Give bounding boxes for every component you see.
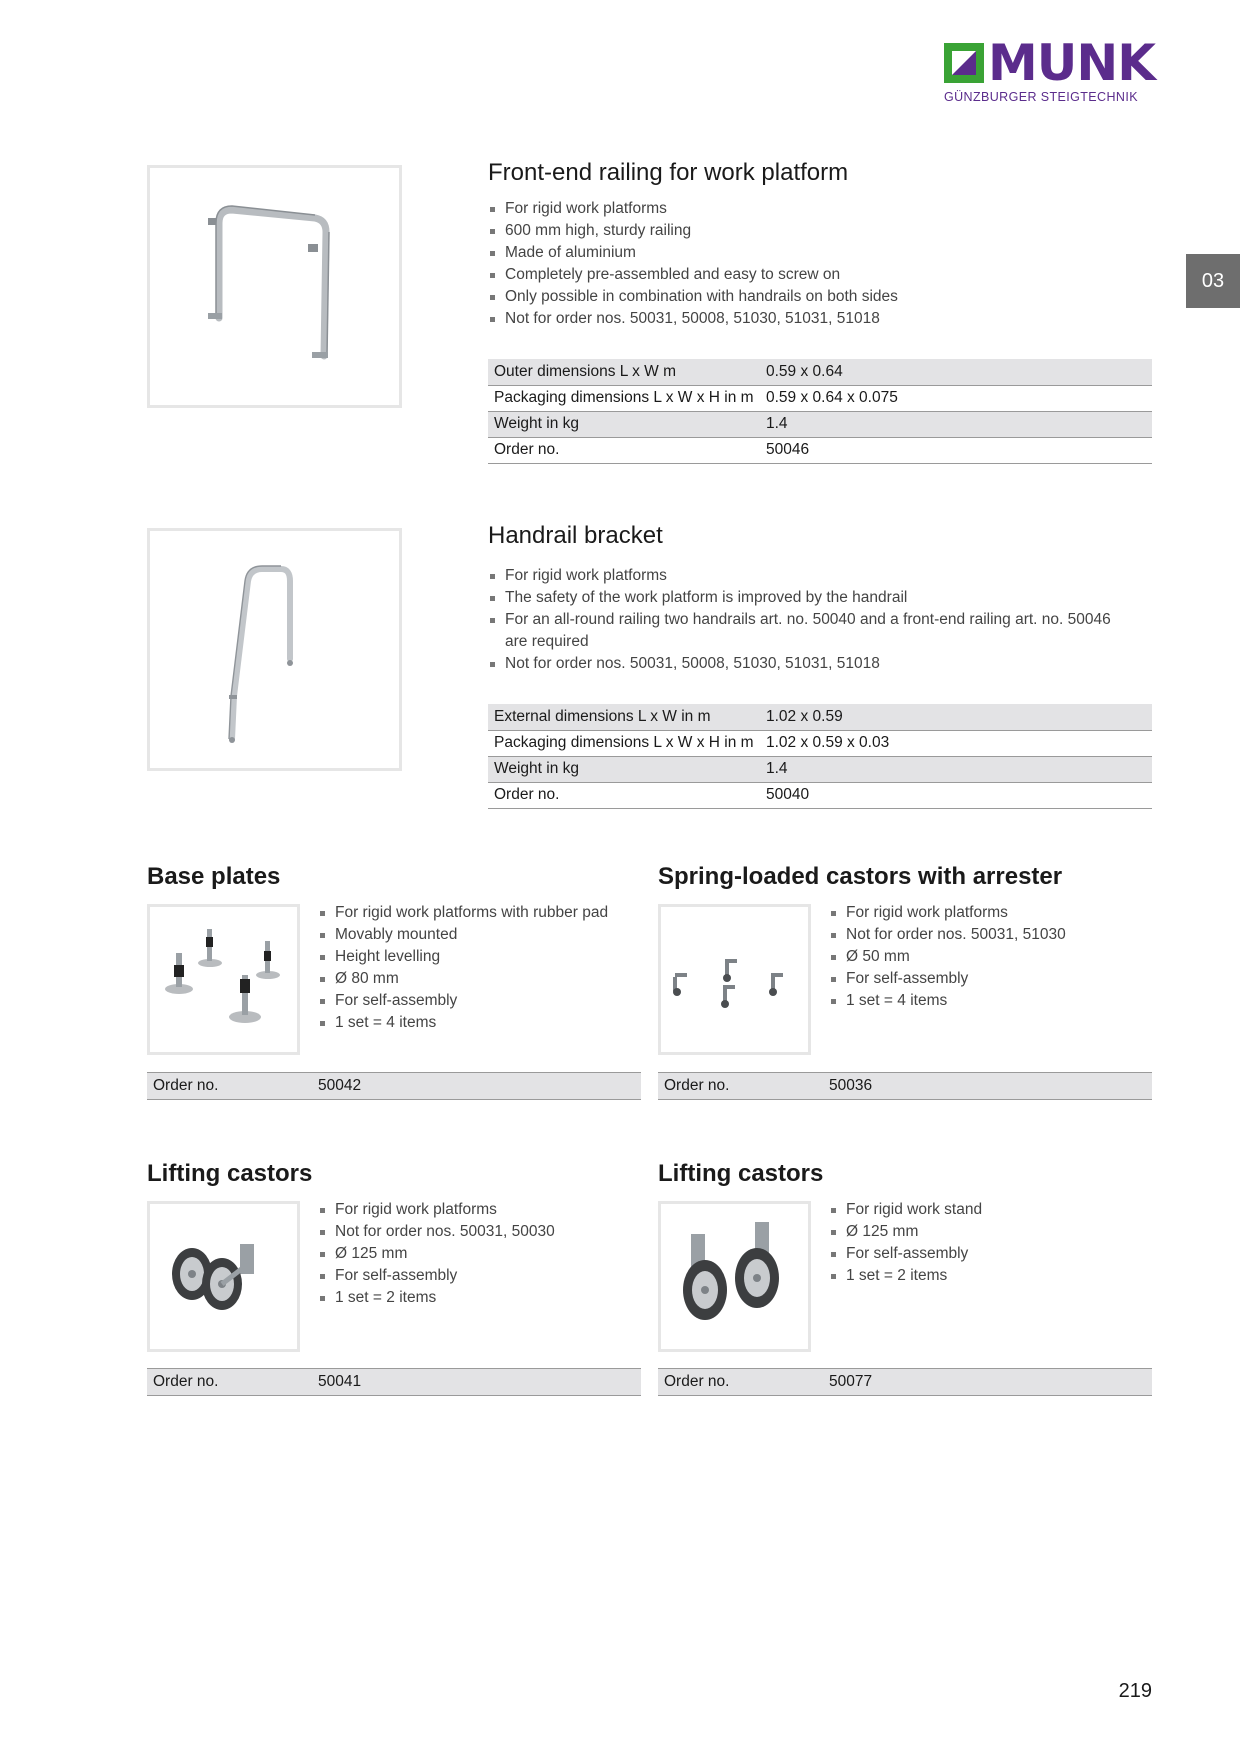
order-label: Order no. xyxy=(153,1077,219,1094)
list-item: Height levelling xyxy=(318,946,638,968)
page-number: 219 xyxy=(1118,1680,1152,1702)
list-item: For self-assembly xyxy=(829,968,1149,990)
front-railing-spec-table xyxy=(488,359,1152,464)
table-row xyxy=(488,704,1152,730)
table-row xyxy=(488,359,1152,385)
product-title-spring-castors: Spring-loaded castors with arrester xyxy=(658,863,1063,890)
logo-wordmark: MUNK xyxy=(988,34,1155,92)
spec-label: Weight in kg xyxy=(488,756,760,782)
list-item: Only possible in combination with handrails on both sides xyxy=(488,286,1168,308)
list-item: 600 mm high, sturdy railing xyxy=(488,220,1168,242)
list-item: Made of aluminium xyxy=(488,242,1168,264)
order-label: Order no. xyxy=(153,1373,219,1390)
list-item: Ø 80 mm xyxy=(318,968,638,990)
brand-logo xyxy=(944,34,1155,108)
table-row xyxy=(488,437,1152,463)
logo-mark-icon xyxy=(944,43,984,83)
lifting-castors-1-image xyxy=(147,1201,300,1352)
handrail-bracket-features xyxy=(488,565,1128,675)
list-item: For rigid work platforms xyxy=(829,902,1149,924)
list-item: For self-assembly xyxy=(318,1265,638,1287)
spec-label: External dimensions L x W in m xyxy=(488,704,760,730)
order-label: Order no. xyxy=(664,1373,730,1390)
chapter-tab[interactable]: 03 xyxy=(1186,254,1240,308)
list-item: For rigid work stand xyxy=(829,1199,1149,1221)
spec-value: 50040 xyxy=(760,782,1152,808)
spec-value: 1.02 x 0.59 xyxy=(760,704,1152,730)
table-row xyxy=(488,411,1152,437)
list-item: Movably mounted xyxy=(318,924,638,946)
list-item: For rigid work platforms with rubber pad xyxy=(318,902,638,924)
spec-label: Weight in kg xyxy=(488,411,760,437)
product-title-base-plates: Base plates xyxy=(147,863,281,890)
lifting-castors-2-order-row xyxy=(658,1368,1152,1396)
list-item: Not for order nos. 50031, 51030 xyxy=(829,924,1149,946)
lifting-castors-2-features xyxy=(829,1199,1149,1287)
logo-subtitle: GÜNZBURGER STEIGTECHNIK xyxy=(944,90,1138,104)
table-row xyxy=(488,385,1152,411)
order-number: 50041 xyxy=(318,1373,362,1390)
order-number: 50036 xyxy=(829,1077,873,1094)
list-item: Ø 125 mm xyxy=(829,1221,1149,1243)
list-item: 1 set = 2 items xyxy=(829,1265,1149,1287)
spec-value: 1.4 xyxy=(760,756,1152,782)
list-item: For self-assembly xyxy=(318,990,638,1012)
spec-value: 1.4 xyxy=(760,411,1152,437)
spec-label: Order no. xyxy=(488,782,760,808)
order-number: 50077 xyxy=(829,1373,873,1390)
list-item: For rigid work platforms xyxy=(488,198,1168,220)
spec-value: 1.02 x 0.59 x 0.03 xyxy=(760,730,1152,756)
handrail-bracket-image xyxy=(147,528,402,771)
spring-castors-image xyxy=(658,904,811,1055)
product-title-lifting-castors-1: Lifting castors xyxy=(147,1160,313,1187)
spec-value: 50046 xyxy=(760,437,1152,463)
order-number: 50042 xyxy=(318,1077,362,1094)
list-item: For rigid work platforms xyxy=(488,565,1128,587)
base-plates-features xyxy=(318,902,638,1034)
order-label: Order no. xyxy=(664,1077,730,1094)
front-railing-features xyxy=(488,198,1168,330)
spec-value: 0.59 x 0.64 xyxy=(760,359,1152,385)
lifting-castors-1-features xyxy=(318,1199,638,1309)
list-item: 1 set = 4 items xyxy=(829,990,1149,1012)
product-title-lifting-castors-2: Lifting castors xyxy=(658,1160,824,1187)
list-item: Ø 50 mm xyxy=(829,946,1149,968)
list-item: 1 set = 2 items xyxy=(318,1287,638,1309)
product-title-front-railing: Front-end railing for work platform xyxy=(488,159,849,186)
list-item: For rigid work platforms xyxy=(318,1199,638,1221)
spec-label: Packaging dimensions L x W x H in m xyxy=(488,730,760,756)
list-item: Not for order nos. 50031, 50008, 51030, 51031, 51018 xyxy=(488,308,1168,330)
lifting-castors-2-image xyxy=(658,1201,811,1352)
base-plates-order-row xyxy=(147,1072,641,1100)
handrail-bracket-spec-table xyxy=(488,704,1152,809)
list-item: Not for order nos. 50031, 50008, 51030, 51031, 51018 xyxy=(488,653,1128,675)
list-item: For self-assembly xyxy=(829,1243,1149,1265)
list-item: Not for order nos. 50031, 50030 xyxy=(318,1221,638,1243)
spec-label: Outer dimensions L x W m xyxy=(488,359,760,385)
list-item: Ø 125 mm xyxy=(318,1243,638,1265)
lifting-castors-1-order-row xyxy=(147,1368,641,1396)
spec-value: 0.59 x 0.64 x 0.075 xyxy=(760,385,1152,411)
list-item: 1 set = 4 items xyxy=(318,1012,638,1034)
table-row xyxy=(488,730,1152,756)
list-item: The safety of the work platform is improved by the handrail xyxy=(488,587,1128,609)
table-row xyxy=(488,756,1152,782)
table-row xyxy=(488,782,1152,808)
list-item: Completely pre-assembled and easy to screw on xyxy=(488,264,1168,286)
list-item: For an all-round railing two handrails art. no. 50040 and a front-end railing art. no. 50046 are required xyxy=(488,609,1128,653)
spec-label: Order no. xyxy=(488,437,760,463)
spring-castors-order-row xyxy=(658,1072,1152,1100)
spring-castors-features xyxy=(829,902,1149,1012)
spec-label: Packaging dimensions L x W x H in m xyxy=(488,385,760,411)
base-plates-image xyxy=(147,904,300,1055)
front-railing-image xyxy=(147,165,402,408)
product-title-handrail-bracket: Handrail bracket xyxy=(488,522,663,549)
